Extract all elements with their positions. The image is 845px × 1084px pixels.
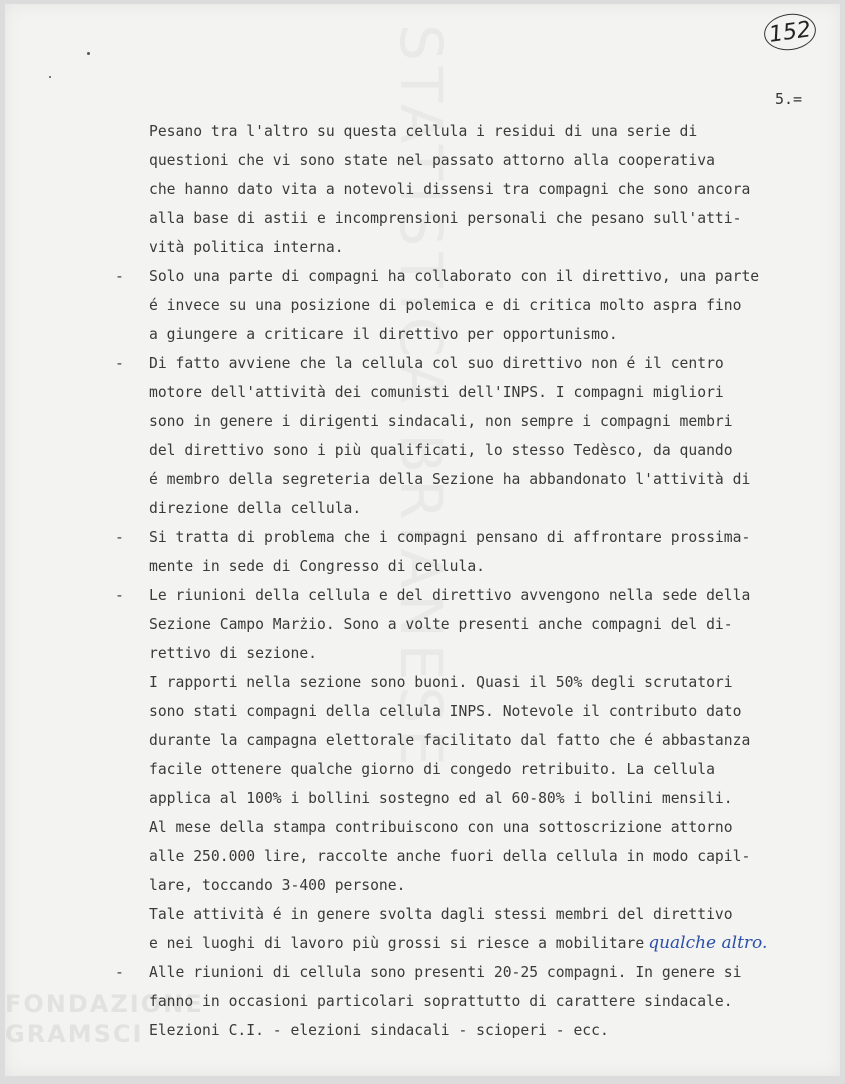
line-text: rettivo di sezione. — [149, 645, 318, 662]
text-line — [115, 813, 835, 842]
line-text: fanno in occasioni particolari soprattutto di carattere sindacale. — [149, 993, 733, 1010]
bullet-dash: - — [115, 529, 124, 546]
text-line — [115, 494, 835, 523]
line-text: Solo una parte di compagni ha collaborato con il direttivo, una parte — [149, 268, 760, 285]
line-text: alle 250.000 lire, raccolte anche fuori della cellula in modo capil- — [149, 848, 751, 865]
line-text: Pesano tra l'altro su questa cellula i residui di una serie di — [149, 123, 698, 140]
line-text: che hanno dato vita a notevoli dissensi tra compagni che sono ancora — [149, 181, 751, 198]
text-line — [115, 610, 835, 639]
text-line — [115, 407, 835, 436]
typed-text-body — [115, 117, 835, 1045]
line-text: lare, toccando 3-400 persone. — [149, 877, 406, 894]
line-text: sono stati compagni della cellula INPS. Notevole il contributo dato — [149, 703, 742, 720]
line-text: Le riunioni della cellula e del direttivo avvengono nella sede della — [149, 587, 751, 604]
line-text: sono in genere i dirigenti sindacali, non sempre i compagni membri — [149, 413, 733, 430]
text-line — [115, 871, 835, 900]
text-line — [115, 233, 835, 262]
line-text: applica al 100% i bollini sostegno ed al 60-80% i bollini mensili. — [149, 790, 733, 807]
bullet-dash: - — [115, 268, 124, 285]
line-text: Si tratta di problema che i compagni pensano di affrontare prossima- — [149, 529, 751, 546]
text-line — [115, 784, 835, 813]
line-text: I rapporti nella sezione sono buoni. Quasi il 50% degli scrutatori — [149, 674, 733, 691]
text-line — [115, 697, 835, 726]
text-line — [115, 929, 835, 958]
bullet-dash: - — [115, 587, 124, 604]
line-text: mente in sede di Congresso di cellula. — [149, 558, 486, 575]
line-text: Alle riunioni di cellula sono presenti 20-25 compagni. In genere si — [149, 964, 742, 981]
line-text: questioni che vi sono state nel passato attorno alla cooperativa — [149, 152, 715, 169]
line-text: durante la campagna elettorale facilitato dal fatto che é abbastanza — [149, 732, 751, 749]
line-text: é invece su una posizione di polemica e di critica molto aspra fino — [149, 297, 742, 314]
text-line — [115, 958, 835, 987]
line-text: Di fatto avviene che la cellula col suo direttivo non é il centro — [149, 355, 724, 372]
text-line — [115, 175, 835, 204]
line-text: é membro della segreteria della Sezione ha abbandonato l'attività di — [149, 471, 751, 488]
line-text: direzione della cellula. — [149, 500, 362, 517]
archive-watermark: STATISTICA BRIANESE — [387, 24, 455, 772]
text-line — [115, 900, 835, 929]
logo-line-2: GRAMSCI — [5, 1020, 144, 1048]
text-line — [115, 436, 835, 465]
line-text: Sezione Campo Marżio. Sono a volte presenti anche compagni del di- — [149, 616, 733, 633]
text-line — [115, 1016, 835, 1045]
line-text: a giungere a criticare il direttivo per opportunismo. — [149, 326, 618, 343]
logo-line-1: FONDAZIONE — [5, 990, 204, 1018]
text-line — [115, 291, 835, 320]
text-line — [115, 581, 835, 610]
line-text: facile ottenere qualche giorno di congedo retribuito. La cellula — [149, 761, 715, 778]
handwritten-annotation: qualche altro. — [648, 933, 768, 953]
document-page — [5, 4, 840, 1076]
text-line — [115, 523, 835, 552]
line-text: vità politica interna. — [149, 239, 344, 256]
text-line — [115, 146, 835, 175]
bullet-dash: - — [115, 964, 124, 981]
ink-speck — [49, 76, 51, 78]
text-line — [115, 987, 835, 1016]
text-line — [115, 378, 835, 407]
bullet-dash: - — [115, 355, 124, 372]
line-text: Al mese della stampa contribuiscono con una sottoscrizione attorno — [149, 819, 733, 836]
text-line — [115, 755, 835, 784]
text-line — [115, 842, 835, 871]
text-line — [115, 726, 835, 755]
archive-number-stamp: 152 — [762, 11, 819, 54]
text-line — [115, 465, 835, 494]
text-line — [115, 668, 835, 697]
text-line — [115, 204, 835, 233]
text-line — [115, 117, 835, 146]
text-line — [115, 262, 835, 291]
line-text: e nei luoghi di lavoro più grossi si riesce a mobilitare — [149, 935, 645, 952]
line-text: del direttivo sono i più qualificati, lo stesso Tedèsco, da quando — [149, 442, 733, 459]
line-text: motore dell'attività dei comunisti dell'INPS. I compagni migliori — [149, 384, 724, 401]
line-text: alla base di astii e incomprensioni personali che pesano sull'atti- — [149, 210, 742, 227]
line-text: Elezioni C.I. - elezioni sindacali - scioperi - ecc. — [149, 1022, 609, 1039]
text-line — [115, 320, 835, 349]
text-line — [115, 639, 835, 668]
ink-speck — [87, 52, 90, 55]
text-line — [115, 349, 835, 378]
line-text: Tale attività é in genere svolta dagli stessi membri del direttivo — [149, 906, 733, 923]
page-number: 5.= — [775, 90, 803, 108]
text-line — [115, 552, 835, 581]
